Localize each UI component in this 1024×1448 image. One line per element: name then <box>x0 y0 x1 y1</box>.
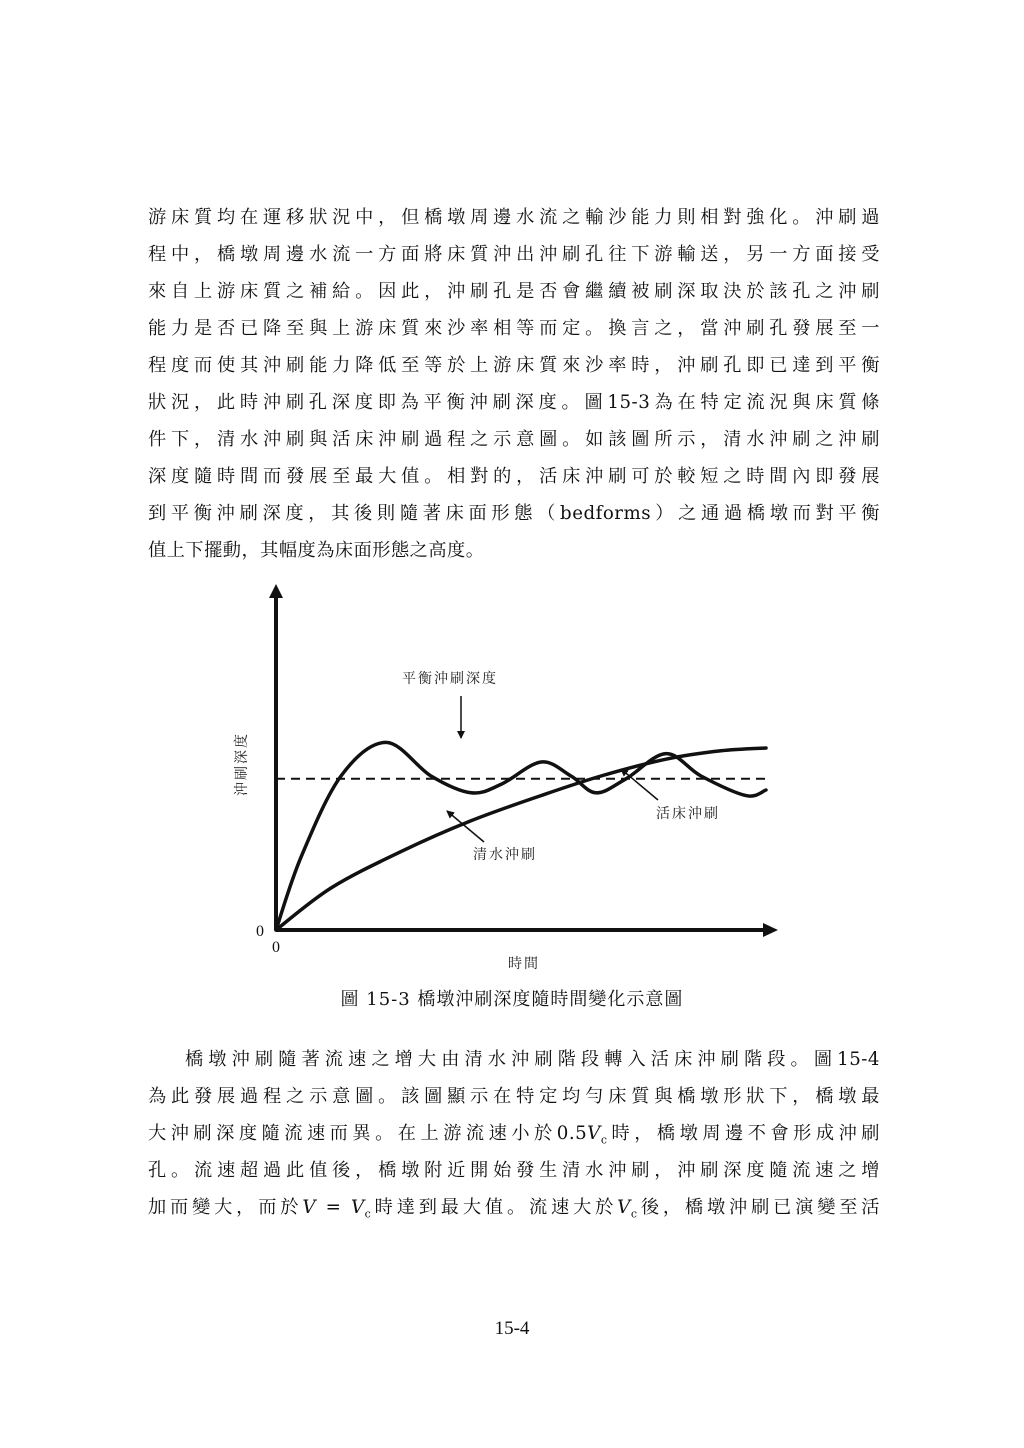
text-segment: 大沖刷深度隨流速而異。在上游流速小於0.5 <box>148 1123 588 1144</box>
subscript: c <box>630 1207 638 1221</box>
x-axis-arrow-icon <box>763 923 778 937</box>
velocity-symbol: V <box>587 1123 601 1144</box>
velocity-symbol: V <box>302 1197 316 1218</box>
x-tick-label: 0 <box>272 939 280 956</box>
text-segment: 時，橋墩周邊不會形成沖刷 <box>607 1123 880 1144</box>
text-line: 能力是否已降至與上游床質來沙率相等而定。換言之，當沖刷孔發展至一 <box>148 318 880 339</box>
text-line <box>148 1116 880 1152</box>
x-axis-label: 時間 <box>508 956 540 972</box>
annotation-equilibrium-depth: 平衡沖刷深度 <box>402 671 498 687</box>
annotation-clear-water: 清水沖刷 <box>473 847 537 863</box>
velocity-symbol: V <box>617 1197 631 1218</box>
annotation-live-bed: 活床沖刷 <box>656 806 720 822</box>
live-bed-scour-line <box>276 742 766 930</box>
text-line: 孔。流速超過此值後，橋墩附近開始發生清水沖刷，沖刷深度隨流速之增 <box>148 1160 880 1181</box>
subscript: c <box>364 1207 372 1221</box>
page-number: 15-4 <box>494 1318 530 1339</box>
text-line: 狀況，此時沖刷孔深度即為平衡沖刷深度。圖15-3為在特定流況與床質條 <box>148 392 880 413</box>
annotation-arrow <box>621 769 658 800</box>
text-segment: 時達到最大值。流速大於 <box>371 1197 618 1218</box>
clear-water-scour-line <box>276 748 766 930</box>
text-segment: 加而變大，而於 <box>148 1197 303 1218</box>
text-line <box>148 1190 880 1226</box>
velocity-symbol: V <box>351 1197 365 1218</box>
subscript: c <box>600 1133 608 1147</box>
text-segment: = <box>315 1197 351 1218</box>
text-line: 游床質均在運移狀況中，但橋墩周邊水流之輸沙能力則相對強化。沖刷過 <box>148 207 880 228</box>
y-tick-label: 0 <box>256 923 264 940</box>
text-line: 到平衡沖刷深度，其後則隨著床面形態（bedforms）之通過橋墩而對平衡 <box>148 503 880 524</box>
text-line: 件下，清水沖刷與活床沖刷過程之示意圖。如該圖所示，清水沖刷之沖刷 <box>148 429 880 450</box>
y-axis-label: 沖刷深度 <box>234 732 250 796</box>
text-line: 來自上游床質之補給。因此，沖刷孔是否會繼續被刷深取決於該孔之沖刷 <box>148 281 880 302</box>
text-line: 深度隨時間而發展至最大值。相對的，活床沖刷可於較短之時間內即發展 <box>148 466 880 487</box>
text-line: 程度而使其沖刷能力降低至等於上游床質來沙率時，沖刷孔即已達到平衡 <box>148 355 880 376</box>
text-line: 程中，橋墩周邊水流一方面將床質沖出沖刷孔往下游輸送，另一方面接受 <box>148 244 880 265</box>
text-segment: 後，橋墩沖刷已演變至活 <box>637 1197 880 1218</box>
y-axis-arrow-icon <box>269 584 283 598</box>
figure-caption: 圖 15-3 橋墩沖刷深度隨時間變化示意圖 <box>340 989 684 1010</box>
scour-depth-chart <box>220 578 800 978</box>
text-line: 值上下擺動，其幅度為床面形態之高度。 <box>148 540 485 561</box>
text-line: 為此發展過程之示意圖。該圖顯示在特定均勻床質與橋墩形狀下，橋墩最 <box>148 1086 880 1107</box>
text-line: 橋墩沖刷隨著流速之增大由清水沖刷階段轉入活床沖刷階段。圖15-4 <box>185 1049 880 1070</box>
